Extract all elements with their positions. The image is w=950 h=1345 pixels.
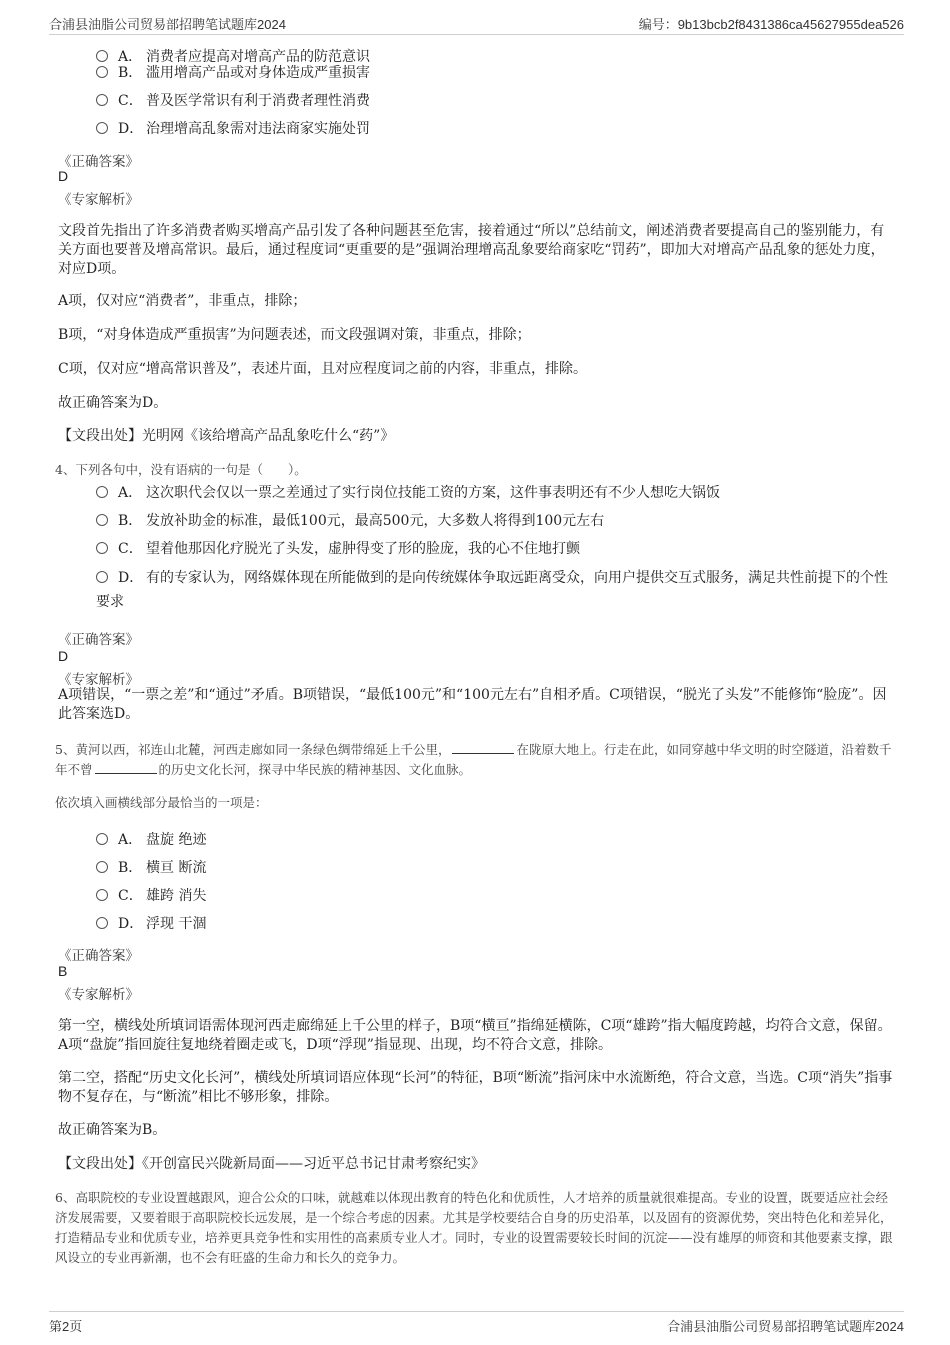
header-serial: 编号：9b13bcb2f8431386ca45627955dea526 <box>638 17 904 32</box>
q6-stem: 6、高职院校的专业设置越跟风，迎合公众的口味，就越难以体现出教育的特色化和优质性，人才培养的质量就很难提高。专业的设置，既要适应社会经济发展需要，又要着眼于高职院校长远发展，是一个综合考虑的因素。尤其是学校要结合自身的历史沿革，以及固有的资源优势，突出特色化和差异化，打造精品专业和优质专业，培养更具竞争性和实用性的高素质专业人才。同时，专业的设置需要较长时间的沉淀——没有雄厚的师资和其他要素支撑，跟风设立的专业再新潮，也不会有旺盛的生命力和长久的竞争力。 <box>55 1190 893 1265</box>
footer-title: 合浦县油脂公司贸易部招聘笔试题库2024 <box>667 1319 904 1334</box>
q3-analysis-p4: C项，仅对应“增高常识普及”，表述片面，且对应程度词之前的内容，非重点，排除。 <box>58 361 588 377</box>
q4-option-d[interactable]: D． 有的专家认为，网络媒体现在所能做到的是向传统媒体争取远距离受众，向用户提供交互式服务，满足共性前提下的个性要求 <box>96 570 888 610</box>
q5-prompt: 依次填入画横线部分最恰当的一项是： <box>55 795 268 810</box>
radio-icon[interactable] <box>96 94 108 106</box>
fill-blank-1 <box>452 741 514 754</box>
q3-answer: D <box>58 168 69 184</box>
q5-analysis-p1: 第一空，横线处所填词语需体现河西走廊绵延上千公里的样子，B项“横亘”指绵延横陈，C项“雄跨”指大幅度跨越，均符合文意，保留。A项“盘旋”指回旋往复地绕着圈走或飞，D项“浮现”指显现、出现，均不符合文意，排除。 <box>58 1018 892 1053</box>
q3-option-a[interactable]: A． 消费者应提高对增高产品的防范意识 <box>96 46 370 68</box>
q5-answer: B <box>58 963 68 979</box>
radio-icon[interactable] <box>96 66 108 78</box>
q5-analysis-p2: 第二空，搭配“历史文化长河”，横线处所填词语应体现“长河”的特征，B项“断流”指河床中水流断绝，符合文意，当选。C项“消失”指事物不复存在，与“断流”相比不够形象，排除。 <box>58 1070 893 1105</box>
q4-option-c[interactable]: C． 望着他那因化疗脱光了头发，虚肿得变了形的脸庞，我的心不住地打颤 <box>96 538 580 560</box>
radio-icon[interactable] <box>96 571 108 583</box>
radio-icon[interactable] <box>96 486 108 498</box>
page-number: 第2页 <box>49 1319 83 1334</box>
q5-answer-label: 《正确答案》 <box>58 948 139 964</box>
q4-option-b[interactable]: B． 发放补助金的标准，最低100元，最高500元，大多数人将得到100元左右 <box>96 510 604 532</box>
radio-icon[interactable] <box>96 889 108 901</box>
q4-analysis: A项错误，“一票之差”和“通过”矛盾。B项错误，“最低100元”和“100元左右”自相矛盾。C项错误，“脱光了头发”不能修饰“脸庞”。因此答案选D。 <box>58 687 887 722</box>
q5-option-c[interactable]: C． 雄跨 消失 <box>96 885 206 907</box>
q3-analysis-p3: B项，“对身体造成严重损害”为问题表述，而文段强调对策，非重点，排除； <box>58 327 531 343</box>
q4-stem: 4、下列各句中，没有语病的一句是（ ）。 <box>55 462 307 477</box>
q5-source: 【文段出处】《开创富民兴陇新局面——习近平总书记甘肃考察纪实》 <box>58 1156 485 1172</box>
q3-analysis-p5: 故正确答案为D。 <box>58 395 168 411</box>
fill-blank-2 <box>95 761 157 774</box>
q4-answer-label: 《正确答案》 <box>58 632 139 648</box>
q3-answer-label: 《正确答案》 <box>58 154 139 170</box>
q4-option-a[interactable]: A． 这次职代会仅以一票之差通过了实行岗位技能工资的方案，这件事表明还有不少人想吃大锅饭 <box>96 482 720 504</box>
radio-icon[interactable] <box>96 122 108 134</box>
q3-option-c[interactable]: C． 普及医学常识有利于消费者理性消费 <box>96 90 370 112</box>
header-title: 合浦县油脂公司贸易部招聘笔试题库2024 <box>49 17 286 32</box>
radio-icon[interactable] <box>96 833 108 845</box>
q5-analysis-p3: 故正确答案为B。 <box>58 1122 167 1138</box>
q5-stem: 5、黄河以西，祁连山北麓，河西走廊如同一条绿色绸带绵延上千公里， 在陇原大地上。行走在此，如同穿越中华文明的时空隧道，沿着数千年不曾 的历史文化长河，探寻中华民族的精神基因、文化血脉。 <box>55 742 892 777</box>
q5-option-b[interactable]: B． 横亘 断流 <box>96 857 206 879</box>
page-footer <box>49 1311 904 1336</box>
radio-icon[interactable] <box>96 542 108 554</box>
q4-analysis-label: 《专家解析》 <box>58 672 139 688</box>
q3-source: 【文段出处】光明网《该给增高产品乱象吃什么“药”》 <box>58 428 395 444</box>
radio-icon[interactable] <box>96 917 108 929</box>
radio-icon[interactable] <box>96 514 108 526</box>
q3-analysis-p1: 文段首先指出了许多消费者购买增高产品引发了各种问题甚至危害，接着通过“所以”总结前文，阐述消费者要提高自己的鉴别能力，有关方面也要普及增高常识。最后，通过程度词“更重要的是”强调治理增高乱象要给商家吃“罚药”，即加大对增高产品乱象的惩处力度，对应D项。 <box>58 223 885 277</box>
q3-option-b[interactable]: B． 滥用增高产品或对身体造成严重损害 <box>96 62 370 84</box>
q3-option-d[interactable]: D． 治理增高乱象需对违法商家实施处罚 <box>96 118 370 140</box>
q5-option-a[interactable]: A． 盘旋 绝迹 <box>96 829 206 851</box>
radio-icon[interactable] <box>96 861 108 873</box>
q4-answer: D <box>58 648 69 664</box>
q3-analysis-p2: A项，仅对应“消费者”，非重点，排除； <box>58 293 307 309</box>
q5-option-d[interactable]: D． 浮现 干涸 <box>96 913 206 935</box>
q3-analysis-label: 《专家解析》 <box>58 192 139 208</box>
radio-icon[interactable] <box>96 50 108 62</box>
q5-analysis-label: 《专家解析》 <box>58 987 139 1003</box>
page-header <box>49 14 904 35</box>
